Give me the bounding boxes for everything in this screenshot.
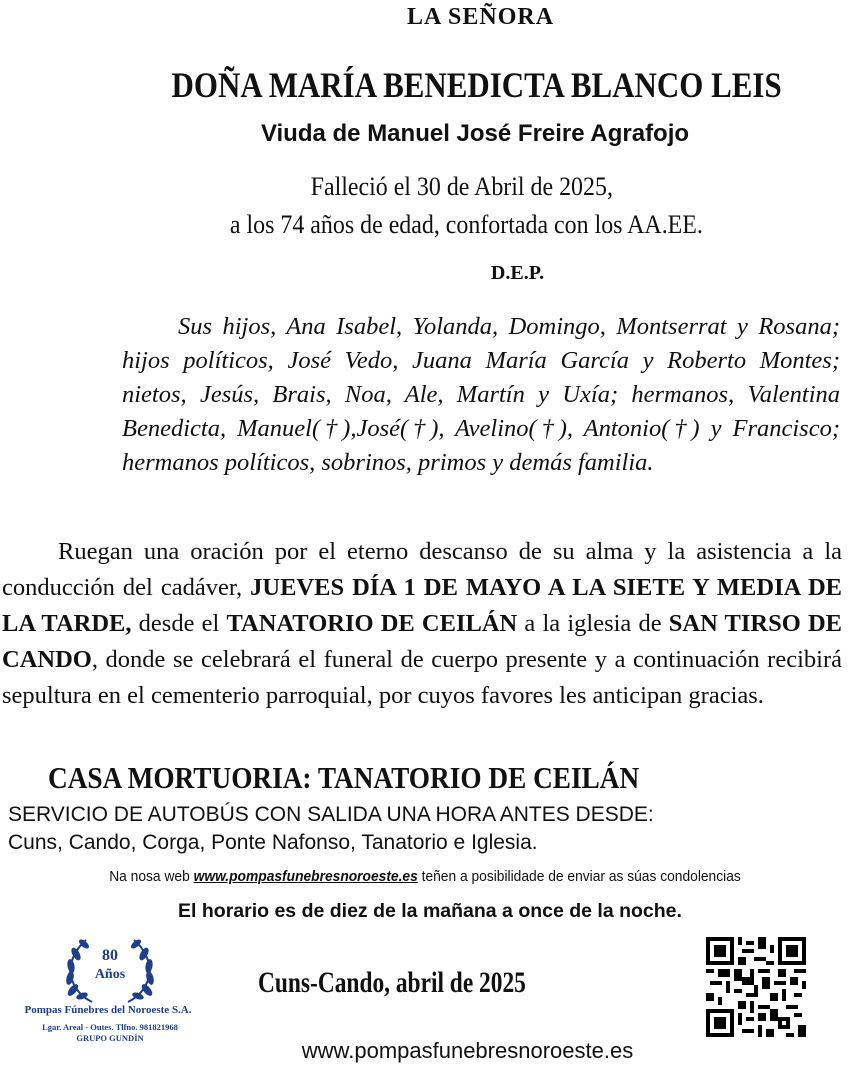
church-name: SAN TIRSO DE CANDO: [2, 610, 842, 673]
prayer-text-2: desde el: [131, 610, 227, 637]
bus-stops-line: Cuns, Cando, Corga, Ponte Nafonso, Tanatorio e Iglesia.: [8, 831, 538, 854]
deceased-name: DOÑA MARÍA BENEDICTA BLANCO LEIS: [171, 65, 782, 105]
prayer-paragraph: [2, 534, 842, 714]
logo-group: GRUPO GUNDÍN: [76, 1033, 144, 1043]
web-note-prefix: Na nosa web: [109, 868, 194, 885]
qr-code-icon[interactable]: [706, 937, 806, 1037]
prayer-text-4: , donde se celebrará el funeral de cuerpo presente y a continuación recibirá sepultura en el cementerio parroquial, por cuyos favores les anticipan gracias.: [2, 646, 842, 709]
logo-number: 80: [102, 947, 118, 964]
age-line: a los 74 años de edad, confortada con los AA.EE.: [229, 210, 703, 239]
funeral-company-logo: [0, 930, 220, 1050]
heading: LA SEÑORA: [407, 4, 555, 30]
mortuary-heading: CASA MORTUORIA: TANATORIO DE CEILÁN: [48, 760, 640, 795]
logo-years: Años: [94, 967, 126, 982]
prayer-text-1: Ruegan una oración por el eterno descanso de su alma y la asistencia a la conducción del cadáver,: [2, 538, 842, 601]
funeral-home-name: TANATORIO DE CEILÁN: [226, 610, 518, 637]
bus-service-line: SERVICIO DE AUTOBÚS CON SALIDA UNA HORA ANTES DESDE:: [8, 803, 654, 826]
logo-address: Lgar. Areal - Outes. Tlfno. 981821968: [42, 1022, 178, 1032]
widow-line: Viuda de Manuel José Freire Agrafojo: [260, 120, 690, 147]
death-date-line: Falleció el 30 de Abril de 2025,: [310, 172, 613, 201]
prayer-text-3: a la iglesia de: [517, 610, 669, 637]
place-date: Cuns-Cando, abril de 2025: [258, 966, 526, 999]
web-condolence-note: [34, 868, 816, 885]
condolence-link[interactable]: www.pompasfunebresnoroeste.es: [193, 868, 418, 885]
footer-website-link[interactable]: www.pompasfunebresnoroeste.es: [301, 1038, 634, 1063]
logo-company-name: Pompas Fúnebres del Noroeste S.A.: [24, 1004, 192, 1016]
opening-hours: El horario es de diez de la mañana a once de la noche.: [178, 900, 682, 922]
procession-time: JUEVES DÍA 1 DE MAYO A LA SIETE Y MEDIA DE LA TARDE,: [2, 574, 842, 637]
web-note-suffix: teñen a posibilidade de enviar as súas condolencias: [417, 868, 741, 885]
family-paragraph: Sus hijos, Ana Isabel, Yolanda, Domingo, Montserrat y Rosana; hijos políticos, José Vedo, Juana María García y Roberto Montes; nietos, Jesús, Brais, Noa, Ale, Martín y Uxía; hermanos, Valentina Benedicta, Manuel(†),José(†), Avelino(†), Antonio(†) y Francisco; hermanos políticos, sobrinos, primos y demás familia.: [122, 313, 840, 476]
dep-text: D.E.P.: [490, 262, 545, 284]
